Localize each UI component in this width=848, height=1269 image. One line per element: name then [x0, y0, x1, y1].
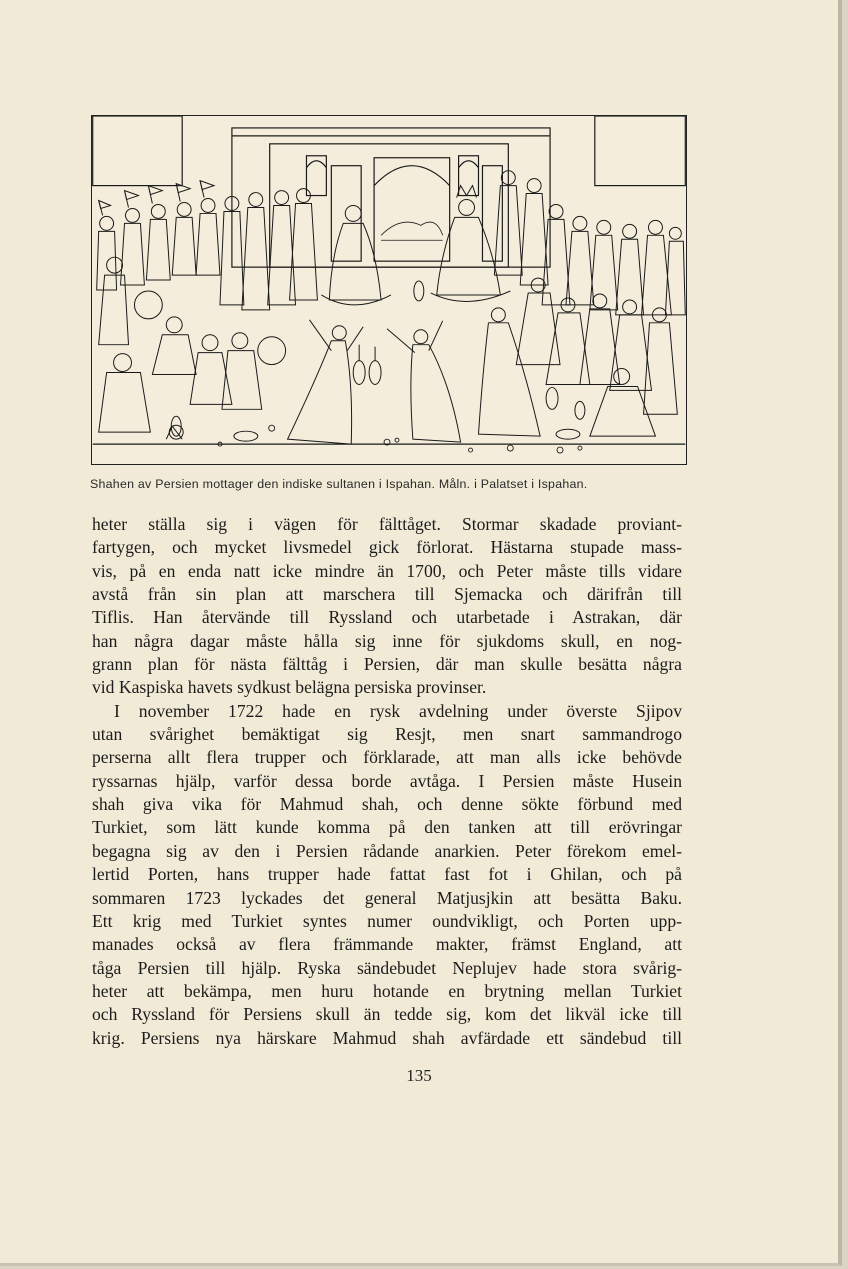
text-line: heter att bekämpa, men huru hotande en brytning mellan Turkiet — [92, 980, 682, 1001]
text-line: ryssarnas hjälp, varför dessa borde avtåga. I Persien måste Husein — [92, 770, 682, 791]
text-line: avstå från sin plan att marschera till Sjemacka och därifrån till — [92, 584, 682, 605]
text-line: shah giva vika för Mahmud shah, och denne sökte förbund med — [92, 794, 682, 815]
text-line: vid Kaspiska havets sydkust belägna persiska provinser. — [92, 677, 487, 698]
body-text — [92, 513, 682, 1050]
text-line: I november 1722 hade en rysk avdelning under överste Sjipov — [114, 700, 682, 721]
text-line: grann plan för nästa fälttåg i Persien, där man skulle besätta några — [92, 654, 682, 675]
text-line: och Ryssland för Persiens skull än tedde sig, kom det likväl icke till — [92, 1004, 682, 1025]
page-number: 135 — [406, 1066, 432, 1085]
text-line: perserna allt flera trupper och förklarade, att man alls icke behövde — [92, 747, 682, 768]
text-line: Tiflis. Han återvände till Ryssland och utarbetade i Astrakan, där — [92, 607, 682, 628]
text-line: lertid Porten, hans trupper hade fattat fast fot i Ghilan, och på — [92, 864, 682, 885]
text-line: fartygen, och mycket livsmedel gick förlorat. Hästarna stupade mass- — [92, 537, 682, 558]
text-line: Turkiet, som lätt kunde komma på den tanken att till erövringar — [92, 817, 682, 838]
text-line: manades också av flera främmande makter, främst England, att — [92, 934, 682, 955]
text-line: vis, på en enda natt icke mindre än 1700, och Peter måste tills vidare — [92, 560, 682, 581]
text-line: sommaren 1723 lyckades det general Matjusjkin att besätta Baku. — [92, 887, 682, 908]
text-line: han några dagar måste hålla sig inne för sjukdoms skull, en nog- — [92, 630, 682, 651]
text-line: tåga Persien till hjälp. Ryska sändebudet Neplujev hade stora svårig- — [92, 957, 682, 978]
text-line: Ett krig med Turkiet syntes numer oundvikligt, och Porten upp- — [92, 910, 682, 931]
text-line: krig. Persiens nya härskare Mahmud shah avfärdade ett sändebud till — [92, 1027, 682, 1048]
text-line: heter ställa sig i vägen för fälttåget. Stormar skadade proviant- — [92, 514, 682, 534]
text-line: utan svårighet bemäktigat sig Resjt, men snart sammandrogo — [92, 724, 682, 745]
engraving-illustration — [91, 115, 687, 465]
text-line: begagna sig av den i Persien rådande anarkien. Peter förekom emel- — [92, 840, 682, 861]
figure-caption: Shahen av Persien mottager den indiske sultanen i Ispahan. Måln. i Palatset i Ispahan. — [90, 477, 588, 491]
